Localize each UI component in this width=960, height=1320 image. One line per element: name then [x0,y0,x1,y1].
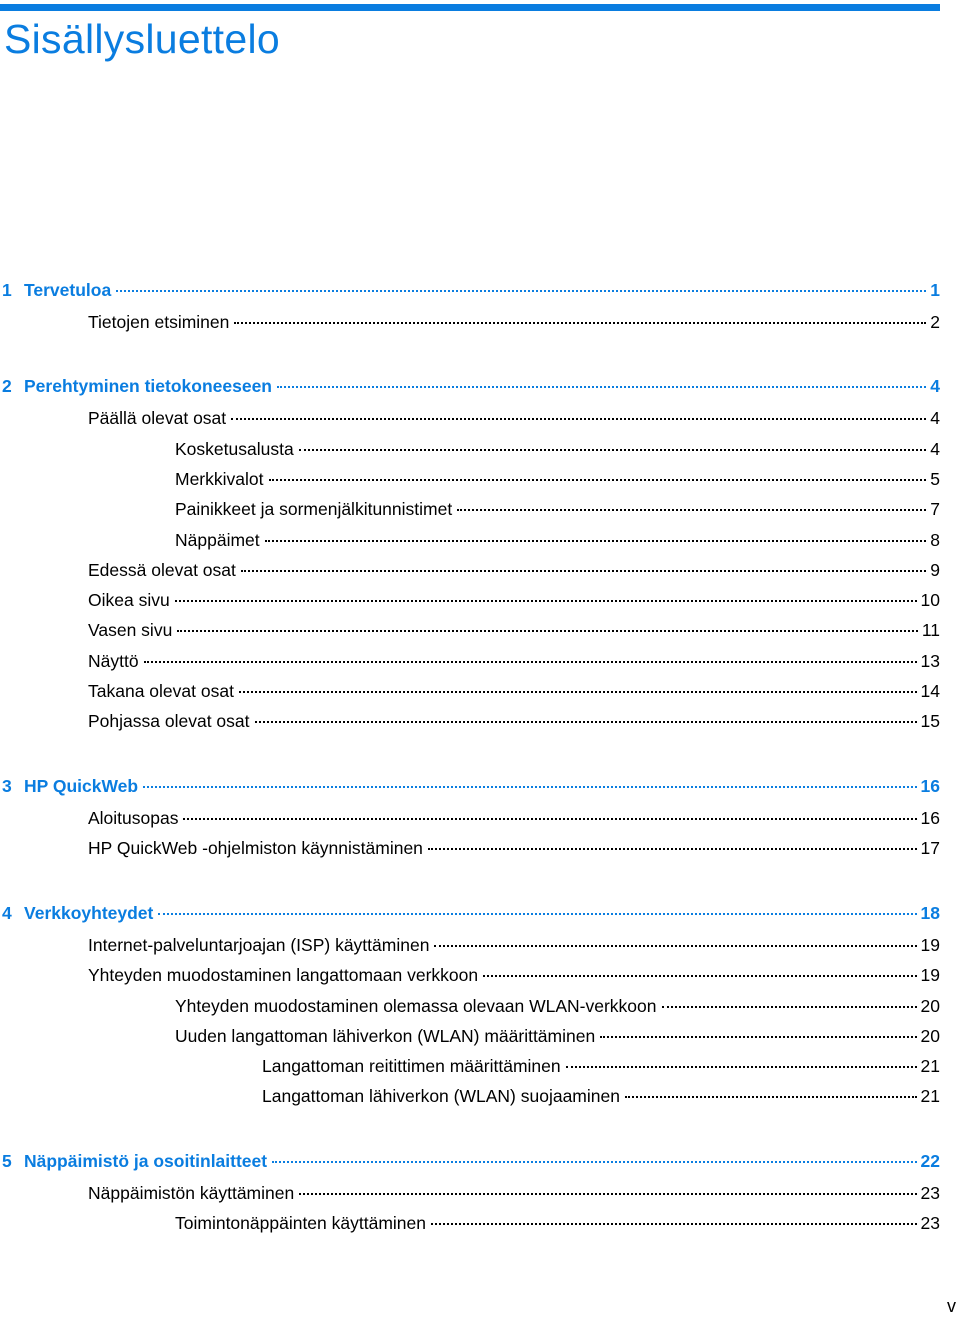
toc-entry[interactable] [88,935,940,959]
toc-chapter[interactable] [2,1151,940,1175]
header-rule [0,4,940,11]
dot-leader [234,322,926,324]
toc-page-number: 19 [920,935,940,955]
dot-leader [277,386,926,388]
toc-page-number: 22 [920,1151,940,1171]
toc-page-number: 18 [920,903,940,923]
toc-label: Uuden langattoman lähiverkon (WLAN) määrittäminen [175,1026,596,1046]
toc-label: Perehtyminen tietokoneeseen [24,376,272,396]
toc-chapter[interactable] [2,903,940,927]
toc-page-number: 4 [930,376,940,396]
dot-leader [239,691,917,693]
dot-leader [600,1036,916,1038]
toc-page-number: 21 [920,1056,940,1076]
dot-leader [265,540,927,542]
toc-entry[interactable] [88,681,940,705]
toc-page-number: 4 [930,408,940,428]
dot-leader [434,945,916,947]
toc-label: Kosketusalusta [175,439,294,459]
toc-page-number: 19 [920,965,940,985]
dot-leader [231,418,926,420]
dot-leader [144,661,917,663]
toc-entry[interactable] [262,1086,940,1110]
dot-leader [175,600,917,602]
toc-chapter[interactable] [2,376,940,400]
toc-page-number: 5 [930,469,940,489]
toc-chapter-number: 3 [2,776,12,796]
toc-entry[interactable] [88,590,940,614]
dot-leader [177,630,918,632]
toc-label: Verkkoyhteydet [24,903,154,923]
toc-label: Aloitusopas [88,808,179,828]
toc-page-number: 17 [920,838,940,858]
toc-label: Tietojen etsiminen [88,312,230,332]
toc-entry[interactable] [88,620,940,644]
toc-entry[interactable] [175,1213,940,1237]
toc-label: Toimintonäppäinten käyttäminen [175,1213,426,1233]
toc-label: Langattoman lähiverkon (WLAN) suojaaminen [262,1086,620,1106]
page-folio: v [947,1296,956,1316]
toc-label: Yhteyden muodostaminen langattomaan verkkoon [88,965,479,985]
dot-leader [269,479,927,481]
toc-label: Tervetuloa [24,280,112,300]
toc-entry[interactable] [175,499,940,523]
toc-page-number: 4 [930,439,940,459]
toc-entry[interactable] [262,1056,940,1080]
toc-entry[interactable] [175,530,940,554]
toc-entry[interactable] [88,1183,940,1207]
dot-leader [255,721,917,723]
dot-leader [158,913,916,915]
toc-chapter[interactable] [2,776,940,800]
dot-leader [625,1096,917,1098]
dot-leader [143,786,916,788]
dot-leader [483,975,916,977]
toc-entry[interactable] [88,560,940,584]
toc-entry[interactable] [88,838,940,862]
toc-page-number: 10 [920,590,940,610]
toc-page-number: 2 [930,312,940,332]
dot-leader [183,818,916,820]
toc-label: Oikea sivu [88,590,170,610]
toc-label: Yhteyden muodostaminen olemassa olevaan WLAN-verkkoon [175,996,657,1016]
dot-leader [299,1193,916,1195]
dot-leader [272,1161,916,1163]
toc-chapter-number: 4 [2,903,12,923]
toc-label: HP QuickWeb [24,776,139,796]
dot-leader [457,509,926,511]
toc-label: Näppäimet [175,530,260,550]
toc-page-number: 13 [920,651,940,671]
toc-page-number: 20 [920,1026,940,1046]
toc-label: Internet-palveluntarjoajan (ISP) käyttäminen [88,935,430,955]
toc-entry[interactable] [175,996,940,1020]
toc-label: Painikkeet ja sormenjälkitunnistimet [175,499,453,519]
toc-label: Näppäimistö ja osoitinlaitteet [24,1151,268,1171]
toc-page-number: 21 [920,1086,940,1106]
toc-chapter-number: 1 [2,280,12,300]
toc-page-number: 20 [920,996,940,1016]
toc-page-number: 16 [920,808,940,828]
toc-page-number: 16 [920,776,940,796]
toc-page-number: 8 [930,530,940,550]
toc-page-number: 9 [930,560,940,580]
toc-entry[interactable] [88,711,940,735]
toc-page-number: 7 [930,499,940,519]
dot-leader [241,570,926,572]
dot-leader [428,848,917,850]
toc-entry[interactable] [88,312,940,336]
toc-entry[interactable] [175,439,940,463]
toc-label: Pohjassa olevat osat [88,711,250,731]
dot-leader [566,1066,917,1068]
toc-label: Näppäimistön käyttäminen [88,1183,295,1203]
toc-entry[interactable] [175,1026,940,1050]
dot-leader [662,1006,917,1008]
toc-label: Vasen sivu [88,620,173,640]
toc-label: Edessä olevat osat [88,560,236,580]
page-title: Sisällysluettelo [4,16,280,62]
toc-entry[interactable] [88,965,940,989]
toc-entry[interactable] [88,808,940,832]
toc-entry[interactable] [88,651,940,675]
toc-chapter-number: 5 [2,1151,12,1171]
toc-entry[interactable] [175,469,940,493]
toc-page-number: 11 [921,620,940,640]
toc-label: Päällä olevat osat [88,408,227,428]
toc-page-number: 23 [920,1183,940,1203]
toc-page-number: 14 [920,681,940,701]
toc-label: Näyttö [88,651,139,671]
dot-leader [299,449,927,451]
toc-label: Takana olevat osat [88,681,234,701]
toc-label: HP QuickWeb -ohjelmiston käynnistäminen [88,838,423,858]
toc-chapter[interactable] [2,280,940,304]
toc-page-number: 15 [920,711,940,731]
toc-chapter-number: 2 [2,376,12,396]
toc-page-number: 23 [920,1213,940,1233]
toc-label: Merkkivalot [175,469,264,489]
dot-leader [116,290,926,292]
toc-page-number: 1 [930,280,940,300]
dot-leader [431,1223,917,1225]
toc-entry[interactable] [88,408,940,432]
toc-label: Langattoman reitittimen määrittäminen [262,1056,561,1076]
